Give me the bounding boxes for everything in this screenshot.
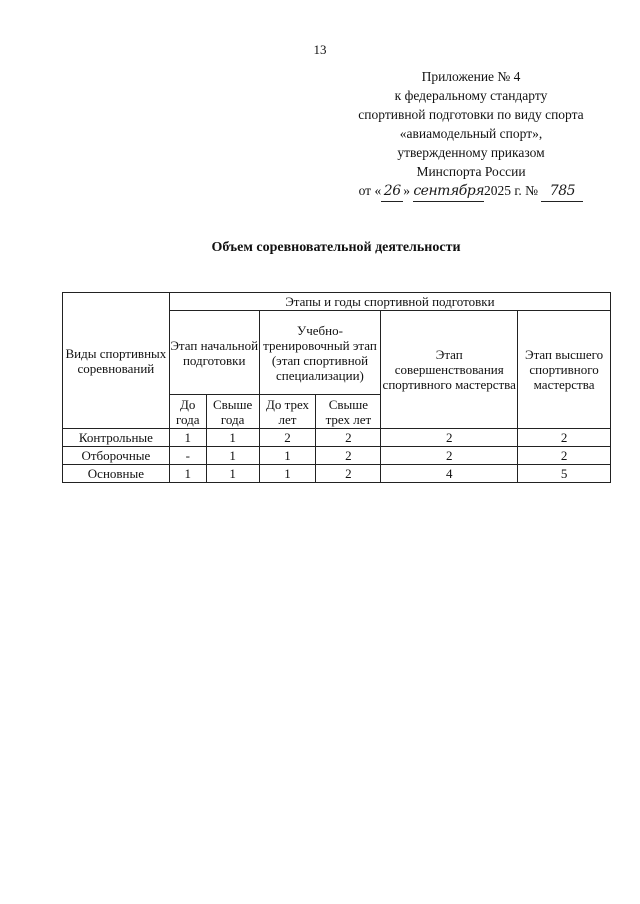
table-cell: 4 [381, 465, 518, 483]
table-cell: 2 [259, 429, 316, 447]
order-number-handwritten: 785 [541, 182, 583, 202]
header-stage-initial: Этап начальной подготовки [169, 311, 259, 395]
header-competition-types: Виды спортивных соревнований [63, 293, 170, 429]
table-cell: 2 [381, 429, 518, 447]
document-title: Объем соревновательной деятельности [211, 240, 461, 255]
header-sub-over-year: Свыше года [206, 395, 259, 429]
order-month-handwritten: сентября [413, 182, 484, 202]
table-cell: 1 [206, 429, 259, 447]
header-stage-training: Учебно-тренировочный этап (этап спортивной специализации) [259, 311, 381, 395]
order-year: 2025 г. № [484, 183, 539, 198]
table-cell: 1 [206, 465, 259, 483]
order-prefix: от « [358, 183, 382, 198]
header-stages-group: Этапы и годы спортивной подготовки [169, 293, 610, 311]
order-sep: » [403, 183, 410, 198]
header-sub-up-to-three: До трех лет [259, 395, 316, 429]
order-day-handwritten: 26 [381, 182, 403, 202]
appendix-line: к федеральному стандарту [394, 88, 548, 103]
appendix-line: спортивной подготовки по виду спорта [358, 107, 584, 122]
row-name: Основные [63, 465, 170, 483]
table-cell: 1 [169, 429, 206, 447]
table-row [63, 465, 611, 483]
table-cell: 2 [518, 447, 611, 465]
appendix-line: «авиамодельный спорт», [399, 126, 543, 141]
table-cell: 2 [381, 447, 518, 465]
table-cell: 1 [206, 447, 259, 465]
appendix-header [336, 67, 606, 202]
header-stage-improvement: Этап совершенствования спортивного мастерства [381, 311, 518, 429]
table-cell: 1 [259, 447, 316, 465]
table-cell: 1 [169, 465, 206, 483]
page-number: 13 [313, 42, 327, 57]
header-sub-up-to-year: До года [169, 395, 206, 429]
table-row [63, 429, 611, 447]
row-name: Контрольные [63, 429, 170, 447]
row-name: Отборочные [63, 447, 170, 465]
header-sub-over-three: Свыше трех лет [316, 395, 381, 429]
appendix-line: утвержденному приказом [397, 145, 545, 160]
table-cell: 5 [518, 465, 611, 483]
table-cell: 2 [316, 465, 381, 483]
appendix-line: Минспорта России [416, 164, 526, 179]
appendix-line: Приложение № 4 [421, 69, 521, 84]
table-cell: 2 [316, 429, 381, 447]
table-cell: - [169, 447, 206, 465]
competition-volume-table [62, 292, 611, 483]
table-row [63, 447, 611, 465]
table-cell: 2 [518, 429, 611, 447]
order-date-line [336, 181, 606, 202]
header-stage-highest: Этап высшего спортивного мастерства [518, 311, 611, 429]
table-cell: 1 [259, 465, 316, 483]
table-cell: 2 [316, 447, 381, 465]
